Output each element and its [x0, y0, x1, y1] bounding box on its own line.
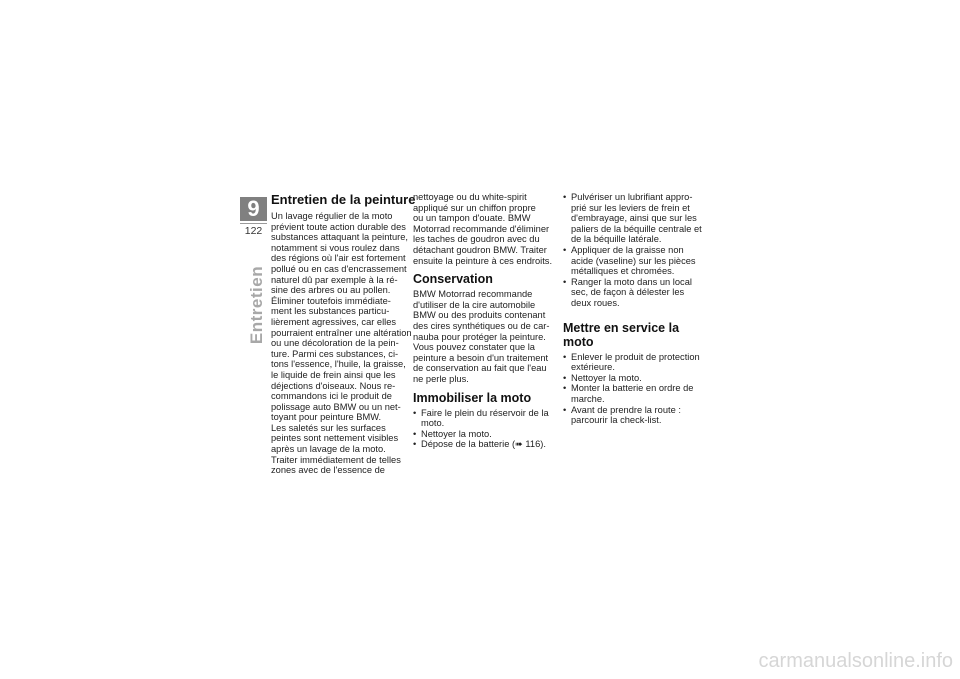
text-line: • Avant de prendre la route :: [571, 404, 681, 415]
watermark: carmanualsonline.info: [758, 650, 953, 672]
list-item: [563, 352, 699, 373]
text-line: extérieure.: [571, 362, 615, 373]
text-line: notamment si vous roulez dans: [271, 242, 400, 253]
text-line: pollué ou en cas d'encrassement: [271, 263, 407, 274]
text-line: prévient toute action durable des: [271, 221, 406, 232]
text-line: des cires synthétiques ou de car-: [413, 320, 550, 331]
text-line: Un lavage régulier de la moto: [271, 211, 393, 221]
text-line: de la béquille latérale.: [571, 234, 662, 245]
text-line: Les saletés sur les surfaces: [271, 422, 386, 433]
text-line: les taches de goudron avec du: [413, 234, 540, 245]
text-line: marche.: [571, 393, 605, 404]
text-line: substances attaquant la peinture,: [271, 232, 408, 243]
text-line: • Faire le plein du réservoir de la: [421, 407, 549, 418]
list-item: [563, 373, 699, 384]
text-line-with-page-reference: • Dépose de la batterie (➠ 116).: [421, 439, 546, 450]
list-immobiliser: [413, 408, 549, 450]
text-line: ensuite la peinture à ces endroits.: [413, 255, 553, 266]
text-line: détachant goudron BMW. Traiter: [413, 244, 547, 255]
page-number: 122: [240, 223, 267, 238]
text-line: ou un tampon d'ouate. BMW: [413, 213, 531, 224]
list-item: [413, 429, 549, 440]
text-line: lièrement agressives, car elles: [271, 316, 397, 327]
text-line: Éliminer toutefois immédiate-: [271, 295, 391, 306]
column-1: [271, 192, 416, 476]
text-line: BMW Motorrad recommande: [413, 289, 533, 300]
text-line: • Monter la batterie en ordre de: [571, 383, 694, 394]
chapter-number-badge: 9: [240, 197, 267, 221]
text-line: • Ranger la moto dans un local: [571, 276, 692, 287]
text-line: d'utiliser de la cire automobile: [413, 299, 536, 310]
text-line: de conservation au fait que l'eau: [413, 363, 547, 374]
text-line: commandons ici le produit de: [271, 391, 392, 402]
column-2: [413, 192, 553, 450]
list-item: [563, 383, 699, 404]
text-line: paliers de la béquille centrale et: [571, 223, 702, 234]
list-item: [563, 277, 699, 309]
text-line: des régions où l'air est fortement: [271, 253, 406, 264]
text-line: naturel dû par exemple à la ré-: [271, 274, 398, 285]
text-line: nettoyage ou du white-spirit: [413, 192, 527, 202]
text-line: acide (vaseline) sur les pièces: [571, 255, 696, 266]
text-line: sine des arbres ou au pollen.: [271, 285, 391, 296]
column-3: [563, 192, 702, 426]
text-line: ne perle plus.: [413, 373, 469, 384]
text-line: Motorrad recommande d'éliminer: [413, 223, 550, 234]
text-line: pourraient entraîner une altération: [271, 327, 412, 338]
text-line: métalliques et chromées.: [571, 266, 675, 277]
list-immobiliser-continued: [563, 192, 702, 309]
text-line: nauba pour protéger la peinture.: [413, 331, 546, 342]
heading-line: moto: [563, 334, 594, 349]
text-line: après un lavage de la moto.: [271, 444, 386, 455]
heading-entretien-peinture: Entretien de la peinture: [271, 192, 416, 207]
list-item: [563, 192, 702, 245]
list-item: [413, 408, 549, 429]
text-line: tons l'essence, l'huile, la graisse,: [271, 359, 406, 370]
text-line: • Pulvériser un lubrifiant appro-: [571, 192, 693, 202]
text-line: le liquide de frein ainsi que les: [271, 369, 396, 380]
heading-line: Mettre en service la: [563, 320, 680, 335]
text-line: peintes sont nettement visibles: [271, 433, 399, 444]
text-line: • Appliquer de la graisse non: [571, 244, 684, 255]
text-line: d'embrayage, ainsi que sur les: [571, 213, 697, 224]
text-line: ture. Parmi ces substances, ci-: [271, 348, 399, 359]
text-line: appliqué sur un chiffon propre: [413, 202, 536, 213]
heading-immobiliser: Immobiliser la moto: [413, 390, 532, 405]
list-item: [563, 405, 699, 426]
text-line: parcourir la check-list.: [571, 415, 662, 426]
text-line: polissage auto BMW ou un net-: [271, 401, 401, 412]
list-item: [563, 245, 699, 277]
paragraph-conservation: [413, 289, 549, 384]
text-line: zones avec de l'essence de: [271, 465, 385, 476]
text-line: Traiter immédiatement de telles: [271, 454, 401, 465]
text-line: deux roues.: [571, 297, 620, 308]
heading-mettre-en-service: [563, 321, 699, 349]
text-line: ou une décoloration de la pein-: [271, 338, 399, 349]
text-line: peinture a besoin d'un traitement: [413, 352, 549, 363]
chapter-side-label-text: Entretien: [247, 265, 266, 345]
text-line: sec, de façon à délester les: [571, 287, 685, 298]
text-line: • Nettoyer la moto.: [421, 428, 492, 439]
heading-conservation: Conservation: [413, 272, 493, 287]
paragraph-entretien-peinture: [271, 211, 412, 476]
paragraph-continuation: [413, 192, 553, 266]
text-line: • Enlever le produit de protection: [571, 351, 700, 362]
list-mettre-en-service: [563, 352, 699, 426]
text-line: prié sur les leviers de frein et: [571, 202, 690, 213]
text-line: ment les substances particu-: [271, 306, 390, 317]
text-line: BMW ou des produits contenant: [413, 310, 546, 321]
text-line: toyant pour peinture BMW.: [271, 412, 382, 423]
text-line: moto.: [421, 418, 445, 429]
list-item: [413, 439, 549, 450]
text-line: • Nettoyer la moto.: [571, 372, 642, 383]
text-line: Vous pouvez constater que la: [413, 342, 535, 353]
text-line: déjections d'oiseaux. Nous re-: [271, 380, 396, 391]
